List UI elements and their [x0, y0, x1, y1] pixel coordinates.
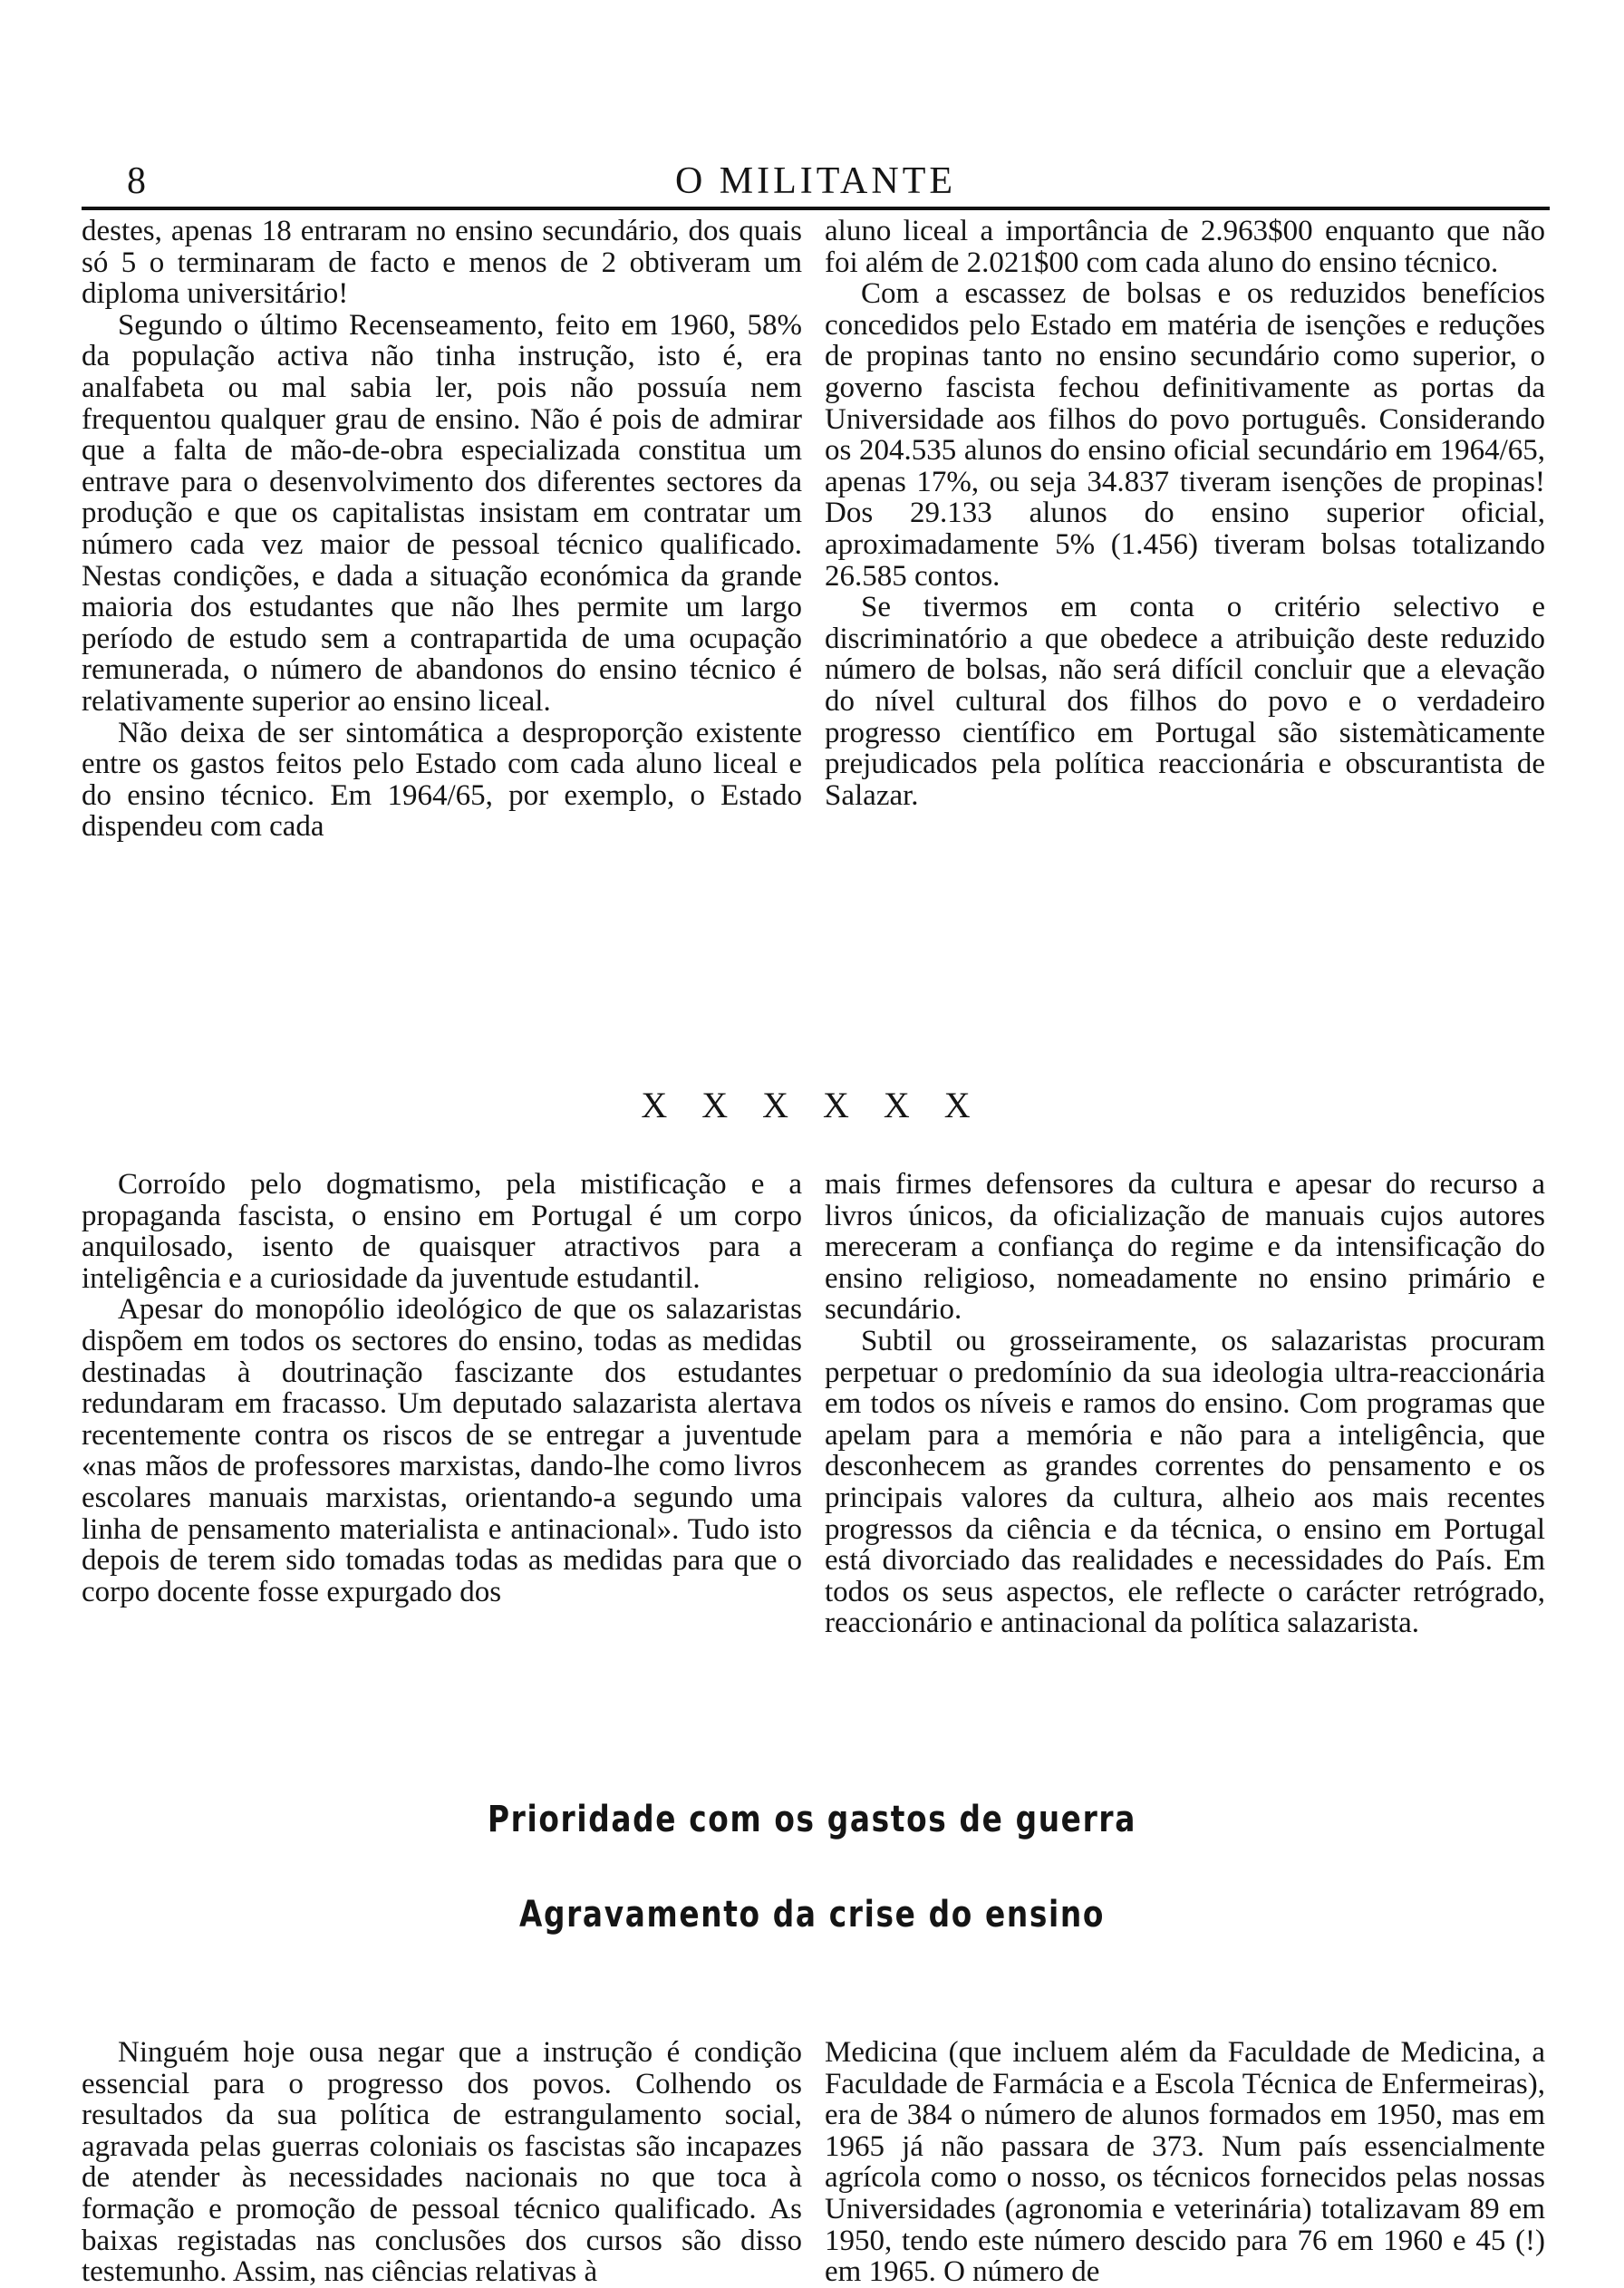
- header-rule: [82, 207, 1550, 210]
- article-subheadline: Agravamento da crise do ensino: [518, 1894, 1106, 1936]
- paragraph: Segundo o último Recenseamento, feito em 1960, 58% da população activa não tinha instrução, isto é, era analfabeta ou mal sabia ler, pois não possuía nem frequentou qualquer grau de ensino. Não é pois de admirar que a falta de mão-de-obra especializada constitua um entrave para o desenvolvimento dos diferentes sectores da produção e que os capitalistas insistam em contratar um número cada vez maior de pessoal técnico qualificado. Nestas condições, e dada a situação económica da grande maioria dos estudantes que não lhes permite um largo período de estudo sem a contrapartida de uma ocupação remunerada, o número de abandonos do ensino técnico é relativamente superior ao ensino liceal.: [82, 308, 802, 718]
- paragraph: aluno liceal a importância de 2.963$00 enquanto que não foi além de 2.021$00 com cada aluno do ensino técnico.: [825, 215, 1545, 279]
- paragraph: Se tivermos em conta o critério selectivo e discriminatório a que obedece a atribuição deste reduzido número de bolsas, não será difícil concluir que a elevação do nível cultural dos filhos do povo e o verdadeiro progresso científico em Portugal são sistemàticamente prejudicados pela política reaccionária e obscurantista de Salazar.: [825, 591, 1545, 812]
- page-number: 8: [127, 160, 146, 202]
- section3-left-column: [82, 2037, 802, 2288]
- paragraph: Ninguém hoje ousa negar que a instrução é condição essencial para o progresso dos povos. Colhendo os resultados da sua política de estrangulamento social, agravada pelas guerras coloniais os fascistas são incapazes de atender às necessidades nacionais no que toca à formação e promoção de pessoal técnico qualificado. As baixas registadas nas conclusões dos cursos são disso testemunho. Assim, nas ciências relativas à: [82, 2036, 802, 2288]
- section1-left-column: [82, 216, 802, 843]
- section-separator: X X X X X X: [641, 1085, 983, 1125]
- paragraph: Medicina (que incluem além da Faculdade de Medicina, a Faculdade de Farmácia e a Escola Técnica de Enfermeiras), era de 384 o número de alunos formados em 1950, mas em 1965 já não passara de 373. Num país essencialmente agrícola como o nosso, os técnicos fornecidos pelas nossas Universidades (agronomia e veterinária) totalizavam 89 em 1950, tendo este número descido para 76 em 1960 e 45 (!) em 1965. O número de: [825, 2036, 1545, 2288]
- journal-title: O MILITANTE: [674, 160, 957, 202]
- paragraph: destes, apenas 18 entraram no ensino secundário, dos quais só 5 o terminaram de facto e menos de 2 obtiveram um diploma universitário!: [82, 215, 802, 311]
- section1-right-column: [825, 216, 1545, 811]
- paragraph: Subtil ou grosseiramente, os salazaristas procuram perpetuar o predomínio da sua ideologia ultra-reaccionária em todos os níveis e ramos do ensino. Com programas que apelam para a memória e não para a inteligência, que desconhecem as grandes correntes do pensamento e os principais valores da cultura, alheio aos mais recentes progressos da ciência e da técnica, o ensino em Portugal está divorciado das realidades e necessidades do País. Em todos os seus aspectos, ele reflecte o carácter retrógrado, reaccionário e antinacional da política salazarista.: [825, 1324, 1545, 1640]
- paragraph: Não deixa de ser sintomática a desproporção existente entre os gastos feitos pelo Estado com cada aluno liceal e do ensino técnico. Em 1964/65, por exemplo, o Estado dispendeu com cada: [82, 716, 802, 844]
- section3-right-column: [825, 2037, 1545, 2288]
- article-headline: Prioridade com os gastos de guerra: [488, 1799, 1136, 1840]
- paragraph: Apesar do monopólio ideológico de que os salazaristas dispõem em todos os sectores do ensino, todas as medidas destinadas à doutrinação fascizante dos estudantes redundaram em fracasso. Um deputado salazarista alertava recentemente contra os riscos de se entregar a juventude «nas mãos de professores marxistas, dando-lhe como livros escolares manuais marxistas, orientando-a segundo uma linha de pensamento materialista e antinacional». Tudo isto depois de terem sido tomadas todas as medidas para que o corpo docente fosse expurgado dos: [82, 1293, 802, 1608]
- section2-right-column: [825, 1169, 1545, 1639]
- paragraph: mais firmes defensores da cultura e apesar do recurso a livros únicos, da oficialização de manuais cujos autores mereceram a confiança do regime e da intensificação do ensino religioso, nomeadamente no ensino primário e secundário.: [825, 1168, 1545, 1327]
- page-header: [82, 152, 1550, 207]
- paragraph: Corroído pelo dogmatismo, pela mistificação e a propaganda fascista, o ensino em Portugal é um corpo anquilosado, isento de quaisquer atractivos para a inteligência e a curiosidade da juventude estudantil.: [82, 1168, 802, 1295]
- section2-left-column: [82, 1169, 802, 1607]
- paragraph: Com a escassez de bolsas e os reduzidos benefícios concedidos pelo Estado em matéria de isenções e reduções de propinas tanto no ensino secundário como superior, o governo fascista fechou definitivamente as portas da Universidade aos filhos do povo português. Considerando os 204.535 alunos do ensino oficial secundário em 1964/65, apenas 17%, ou seja 34.837 tiveram isenções de propinas! Dos 29.133 alunos do ensino superior oficial, aproximadamente 5% (1.456) tiveram bolsas totalizando 26.585 contos.: [825, 277, 1545, 593]
